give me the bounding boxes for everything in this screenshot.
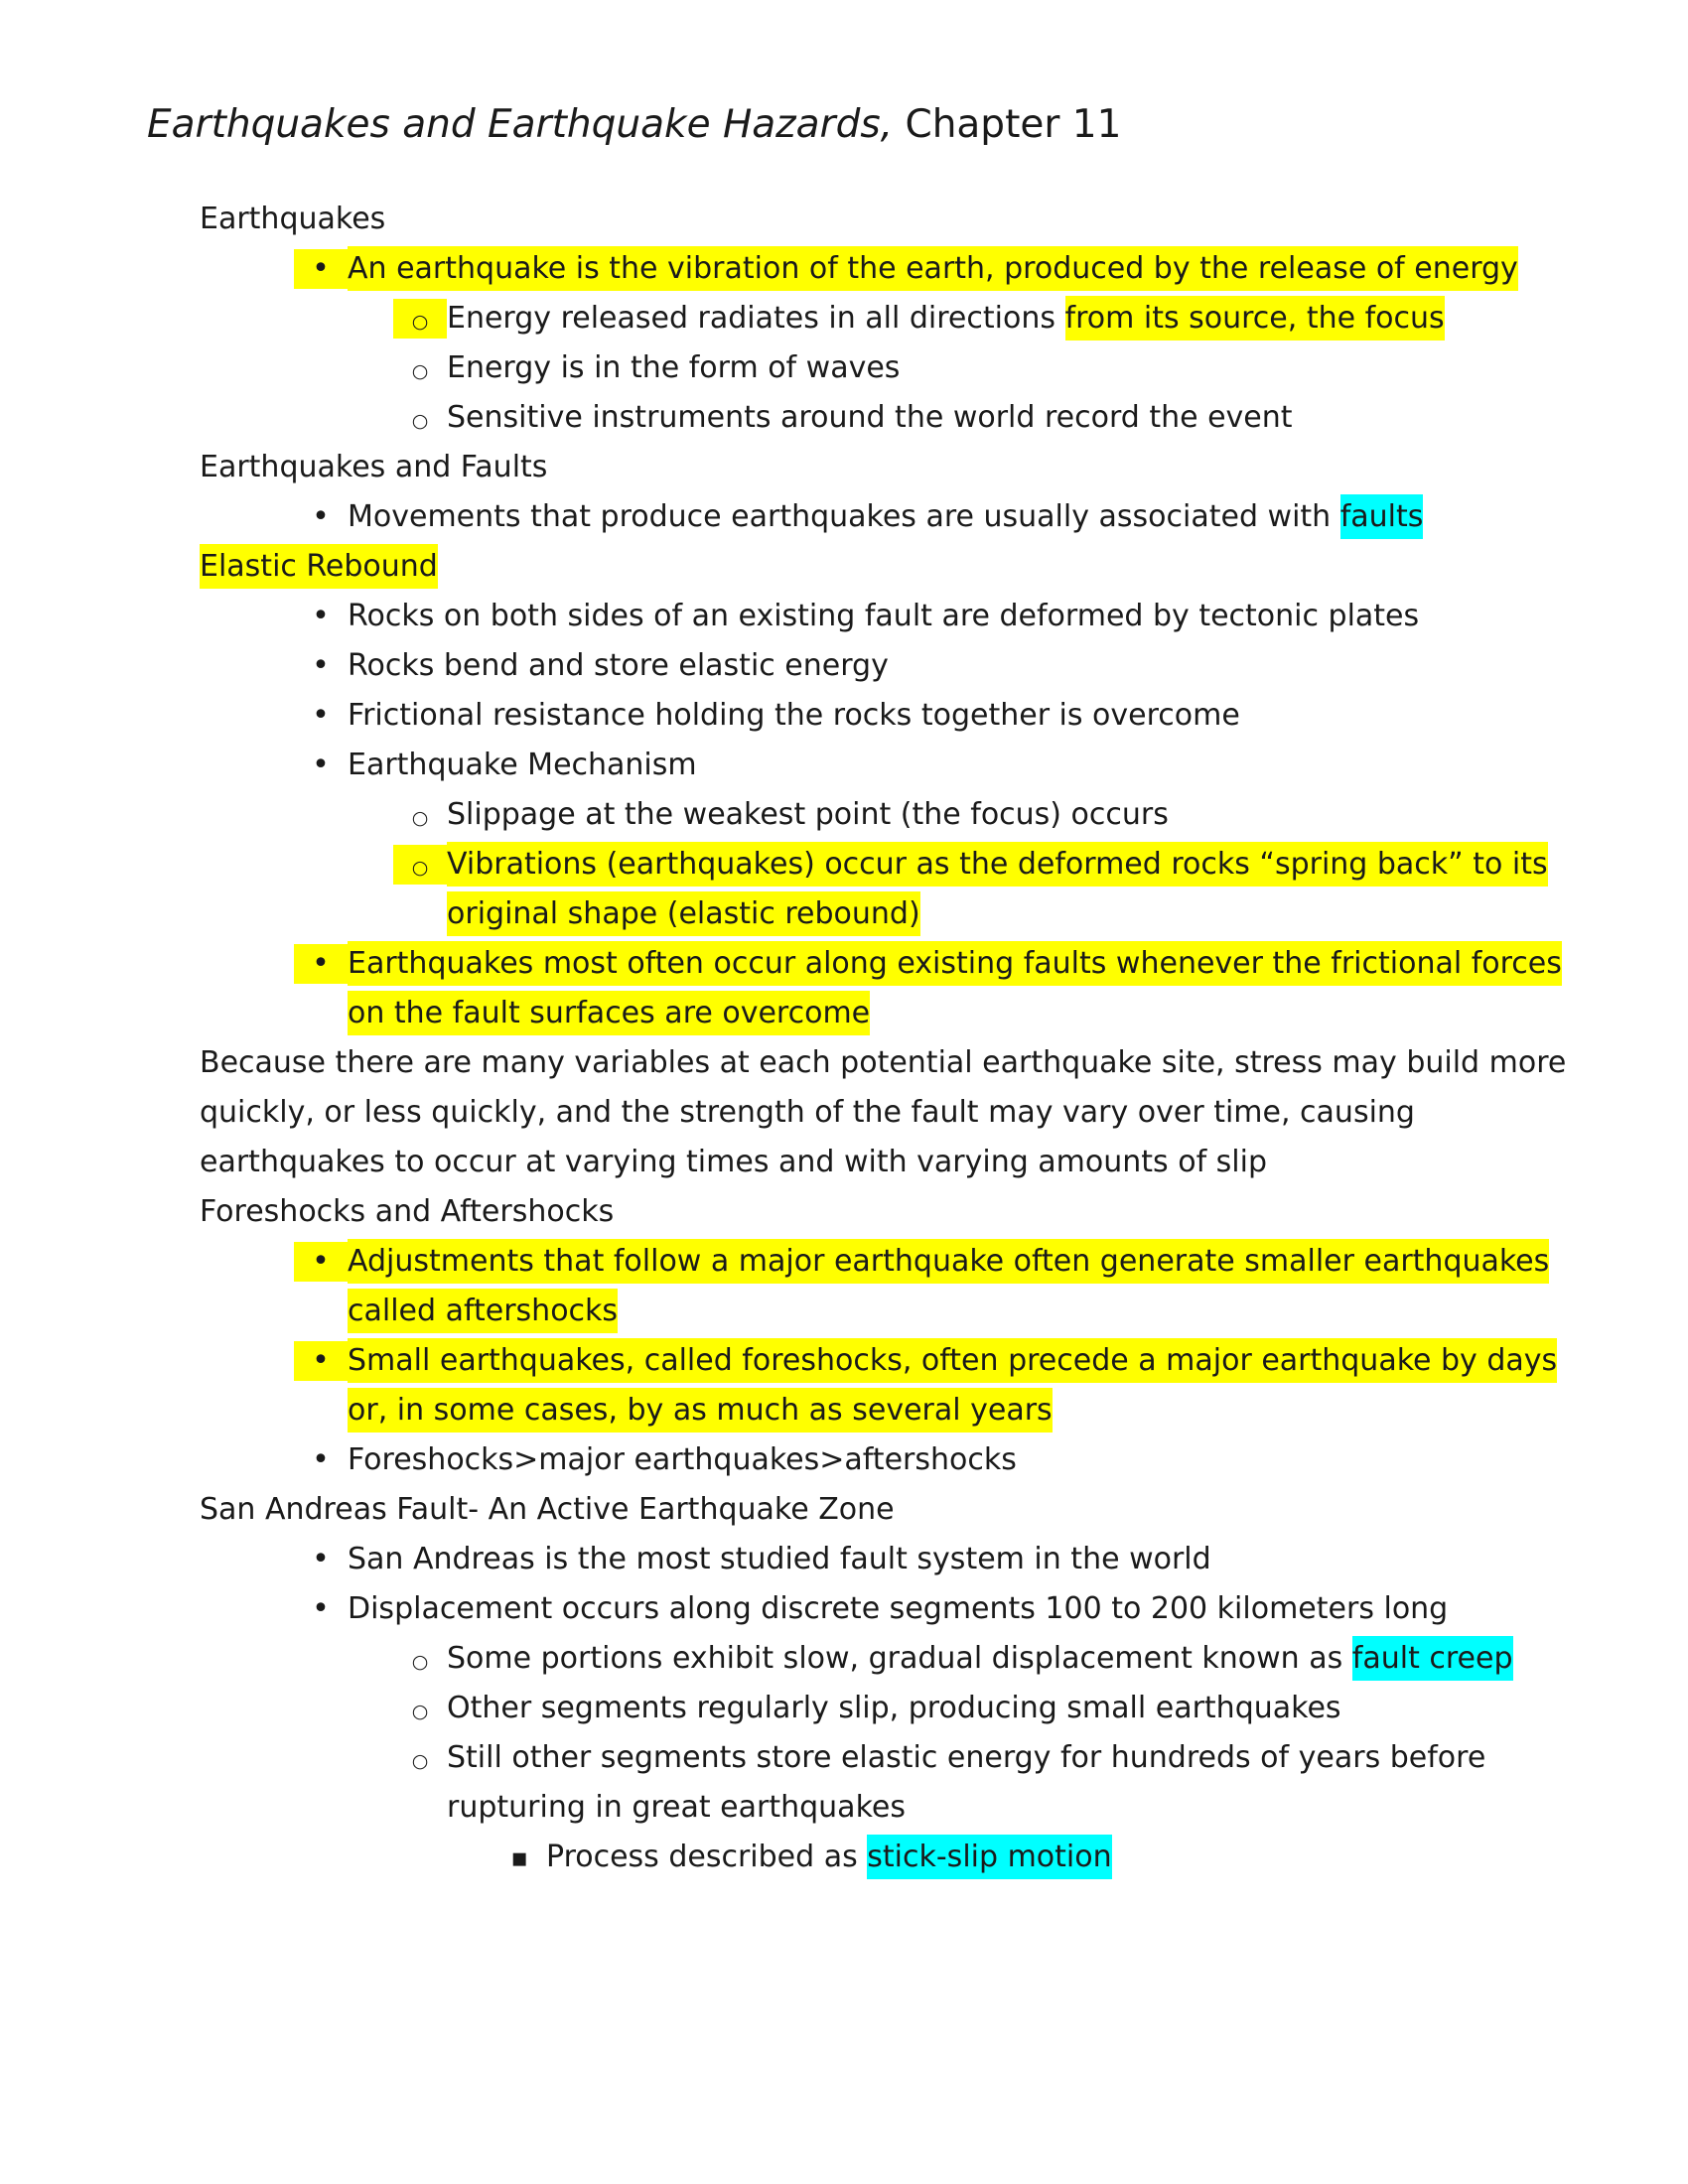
bullet-item	[147, 1237, 1688, 1287]
bullet-circle-icon	[393, 343, 447, 393]
bullet-square-icon	[492, 1833, 546, 1882]
continuation-line	[147, 1287, 1688, 1336]
paragraph-line: quickly, or less quickly, and the strength of the fault may vary over time, causing	[200, 1095, 1415, 1130]
sub-bullet-item: ○ Some portions exhibit slow, gradual displacement known as fault creep	[147, 1634, 1688, 1684]
bullet-disc-icon	[294, 249, 348, 289]
page-title-italic: Earthquakes and Earthquake Hazards,	[147, 102, 894, 147]
bullet-item: • Movements that produce earthquakes are usually associated with faults	[147, 492, 1688, 542]
sub-bullet-item: ○ Still other segments store elastic energy for hundreds of years before	[147, 1733, 1688, 1783]
bullet-disc-icon	[294, 1535, 348, 1584]
bullet-item: • Rocks on both sides of an existing fault are deformed by tectonic plates	[147, 592, 1688, 641]
bullet-disc-icon	[294, 741, 348, 790]
bullet-disc-icon	[294, 1242, 348, 1282]
section-heading: Foreshocks and Aftershocks	[200, 1194, 615, 1229]
bullet-item	[147, 244, 1688, 294]
highlighted-text: Vibrations (earthquakes) occur as the deformed rocks “spring back” to its	[447, 842, 1548, 887]
bullet-item: • San Andreas is the most studied fault system in the world	[147, 1535, 1688, 1584]
bullet-disc-icon	[294, 641, 348, 691]
document-body	[147, 195, 1688, 1882]
highlighted-text: on the fault surfaces are overcome	[348, 991, 870, 1035]
page-title-rest: Chapter 11	[893, 102, 1122, 147]
sub-sub-bullet-item: ▪ Process described as stick-slip motion	[147, 1833, 1688, 1882]
bullet-disc-icon	[294, 1584, 348, 1634]
bullet-disc-icon	[294, 492, 348, 542]
bullet-disc-icon	[294, 944, 348, 984]
section-heading: Earthquakes and Faults	[200, 450, 548, 484]
bullet-circle-icon	[393, 1684, 447, 1733]
section-heading: San Andreas Fault- An Active Earthquake Zone	[200, 1492, 895, 1527]
bullet-disc-icon	[294, 1435, 348, 1485]
highlighted-text: from its source, the focus	[1065, 296, 1445, 341]
bullet-circle-icon	[393, 845, 447, 885]
bullet-item	[147, 939, 1688, 989]
bullet-item: • Rocks bend and store elastic energy	[147, 641, 1688, 691]
bullet-disc-icon	[294, 1341, 348, 1381]
highlighted-text: Earthquakes most often occur along existing faults whenever the frictional forces	[348, 941, 1562, 986]
bullet-item: • Foreshocks>major earthquakes>aftershocks	[147, 1435, 1688, 1485]
highlighted-term: faults	[1340, 494, 1424, 539]
bullet-item: • Earthquake Mechanism	[147, 741, 1688, 790]
highlighted-term: stick-slip motion	[867, 1835, 1111, 1879]
bullet-disc-icon	[294, 691, 348, 741]
section-heading: Earthquakes	[200, 202, 386, 236]
sub-bullet-item: ○ Other segments regularly slip, producing small earthquakes	[147, 1684, 1688, 1733]
bullet-item: • Displacement occurs along discrete segments 100 to 200 kilometers long	[147, 1584, 1688, 1634]
continuation-line: rupturing in great earthquakes	[447, 1790, 906, 1825]
paragraph-line: earthquakes to occur at varying times and with varying amounts of slip	[200, 1145, 1268, 1179]
bullet-item: • Frictional resistance holding the rocks together is overcome	[147, 691, 1688, 741]
bullet-circle-icon	[393, 299, 447, 339]
bullet-circle-icon	[393, 1634, 447, 1684]
continuation-line	[147, 889, 1688, 939]
bullet-item	[147, 1336, 1688, 1386]
sub-bullet-item	[147, 840, 1688, 889]
sub-bullet-item: ○ Energy released radiates in all directions from its source, the focus	[147, 294, 1688, 343]
bullet-circle-icon	[393, 790, 447, 840]
highlighted-term: fault creep	[1352, 1636, 1513, 1681]
bullet-circle-icon	[393, 393, 447, 443]
bullet-disc-icon	[294, 592, 348, 641]
highlighted-text: An earthquake is the vibration of the earth, produced by the release of energy	[348, 246, 1518, 291]
highlighted-text: called aftershocks	[348, 1289, 618, 1333]
page-title	[147, 97, 1688, 153]
sub-bullet-item: ○ Slippage at the weakest point (the focus) occurs	[147, 790, 1688, 840]
highlighted-text: original shape (elastic rebound)	[447, 891, 920, 936]
highlighted-text: Adjustments that follow a major earthquake often generate smaller earthquakes	[348, 1239, 1549, 1284]
sub-bullet-item: ○ Sensitive instruments around the world record the event	[147, 393, 1688, 443]
paragraph-line: Because there are many variables at each potential earthquake site, stress may build more	[200, 1045, 1567, 1080]
highlighted-heading: Elastic Rebound	[200, 544, 438, 589]
sub-bullet-item: ○ Energy is in the form of waves	[147, 343, 1688, 393]
continuation-line	[147, 1386, 1688, 1435]
highlighted-text: or, in some cases, by as much as several years	[348, 1388, 1053, 1433]
highlighted-text: Small earthquakes, called foreshocks, often precede a major earthquake by days	[348, 1338, 1557, 1383]
section-heading	[147, 542, 1688, 592]
bullet-circle-icon	[393, 1733, 447, 1783]
continuation-line	[147, 989, 1688, 1038]
